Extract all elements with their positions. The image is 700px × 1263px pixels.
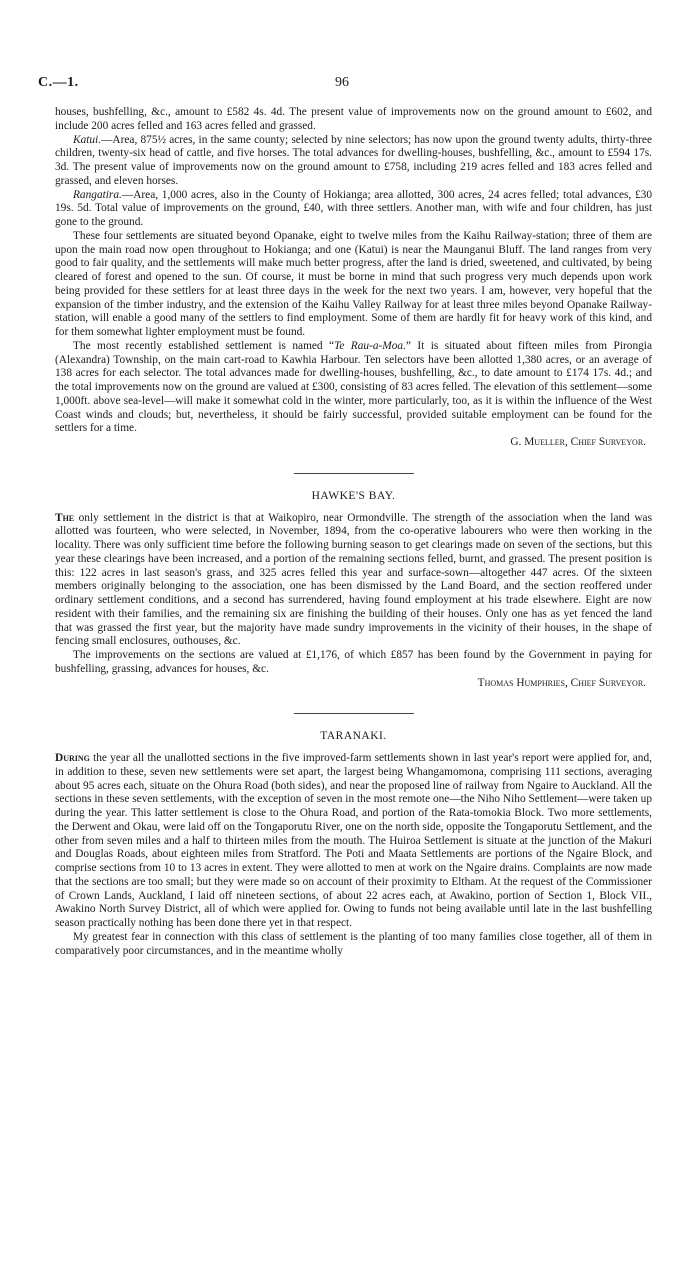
paragraph-text: ” It is situated about fifteen miles from Pirongia (Alexandra) Township, on the main cart-road to Kawhia Harbour. Ten selectors have been allotted 1,380 acres, or an average of 138 acres for each selector. The total advances made for dwelling-houses, bushfelling, &c., to date amount to £174 17s. 4d.; and the total improvements now on the ground are valued at £300, consisting of 83 acres felled. The elevation of this settlement—some 1,000ft. above sea-level—will make it somewhat cold in the winter, more particularly, too, as it is within the influence of the West Coast winds and clouds; but, nevertheless, it should be fairly successful, provided suitable employment can be found for the settlers for a time.: [55, 339, 652, 435]
lead-word: The: [55, 511, 75, 524]
section-divider: [294, 713, 414, 714]
paragraph-rangatira: [55, 189, 652, 230]
signature: G. Mueller, Chief Surveyor.: [510, 436, 646, 448]
section-heading: HAWKE'S BAY.: [311, 489, 396, 502]
paragraph: My greatest fear in connection with this class of settlement is the planting of too many families close together, all of them in comparatively poor circumstances, and in the meantime wholly: [55, 930, 652, 957]
paragraph-katui: [55, 134, 652, 189]
paragraph: These four settlements are situated beyond Opanake, eight to twelve miles from the Kaihu Railway-station; three of them are upon the main road now open throughout to Hokianga; and one (Katui) is near the Maunganui Bluff. The land ranges from very good to fair quality, and the settlements will make much better progress, after the land is dried, sweetened, and cultivated, by being cleared of forest and opened to the sun. Of course, it must be borne in mind that such progress very much depends upon work being provided for these settlers for at least three days in the week for the next two years. I am, however, very hopeful that the expansion of the timber industry, and the extension of the Kaihu Valley Railway for at least three miles beyond Opanake Railway-station, will enable a good many of the settlers to find employment. Some of them are hardly fit for heavy work of this kind, and for them somewhat lighter employment must be found.: [55, 229, 652, 338]
page-number: 96: [335, 75, 349, 90]
paragraph: [55, 752, 652, 931]
section-heading: TARANAKI.: [320, 730, 387, 743]
paragraph-text: The most recently established settlement is named “: [73, 339, 335, 352]
continued-section: [55, 106, 652, 450]
paragraph-text: —Area, 875½ acres, in the same county; selected by nine selectors; has now upon the ground twenty adults, thirty-three children, twenty-six head of cattle, and five horses. The total advances for dwelling-houses, bushfelling, &c., amount to £594 17s. 3d. The present value of improvements now on the ground amount to £758, including 219 acres felled and 183 acres felled and grassed, and eleven horses.: [55, 133, 652, 187]
paragraph-te-rau-a-moa: [55, 340, 652, 436]
paragraph: houses, bushfelling, &c., amount to £582 4s. 4d. The present value of improvements now on the ground amount to £602, and include 200 acres felled and 163 acres felled and grassed.: [55, 106, 652, 132]
taranaki-section: [55, 730, 652, 958]
paragraph-text: only settlement in the district is that at Waikopiro, near Ormondville. The strength of the association when the land was allotted was fourteen, who were selected, in November, 1894, from the co-operative labourers who were then working in the locality. There was only sufficient time before the following burning season to get clearings made on seven of the sections, but this year these clearings have been increased, and a portion of the remaining sections felled, burnt, and grassed. The present position is this: 122 acres in last season's grass, and 325 acres felled this year and surface-sown—altogether 447 acres. Of the sixteen members originally belonging to the association, one has been dismissed by the Land Board, and the section reoffered under ordinary settlement conditions, and a second has surrendered, having found employment at his trade elsewhere. Eight are now resident with their families, and the remaining six are finishing the building of their houses. Only one has as yet fenced the land that was grassed the first year, but the majority have made sundry improvements in the vicinity of their houses, in the shape of fencing small enclosures, outhouses, &c.: [55, 511, 652, 648]
paragraph: The improvements on the sections are valued at £1,176, of which £857 has been found by the Government in paying for bushfelling, grassing, advances for houses, &c.: [55, 649, 652, 675]
report-code: C.—1.: [38, 75, 79, 90]
settlement-name: Katui.: [73, 133, 102, 146]
hawkes-bay-section: [55, 490, 652, 691]
signature: Thomas Humphries, Chief Surveyor.: [477, 676, 646, 689]
settlement-name: Rangatira.: [73, 188, 122, 201]
paragraph-text: —Area, 1,000 acres, also in the County of Hokianga; area allotted, 300 acres, 24 acres felled; total advances, £30 19s. 5d. Total value of improvements on the ground, £40, with three settlers. Another man, with wife and four children, has just gone to the ground.: [55, 188, 652, 228]
settlement-name: Te Rau-a-Moa.: [334, 339, 406, 352]
paragraph-text: the year all the unallotted sections in the five improved-farm settlements shown in last year's report were applied for, and, in addition to these, seven new settlements were set apart, the largest being Whangamomona, comprising 111 sections, averaging about 95 acres each, situate on the Ohura Road (both sides), and near the proposed line of railway from Ngaire to Auckland. All the sections in these seven settlements, with the exception of seven in the most remote one—the Niho Niho Settlement—were taken up during the year. This latter settlement is close to the Ohura Road, and portion of the Rata-tomokia Block. Two more settlements, the Derwent and Okau, were laid off on the Tongaporutu River, one on the north side, opposite the Tongaporutu Settlement, and the other from seven miles and a half to thirteen miles from the mouth. The Huiroa Settlement is situate at the junction of the Makuri and Douglas Roads, about eighteen miles from Stratford. The Poti and Maata Settlements are portions of the Ngaire Block, and comprise sections from 10 to 13 acres in extent. They were allotted to men at work on the Ngaire drains. Complaints are now made that the sections are too small; but they were made so on account of their proximity to Eltham. At the request of the Commissioner of Crown Lands, Auckland, I laid off nineteen sections, of about 22 acres each, at Awakino, portion of Section 1, Block VII., Awakino North Survey District, all of which were applied for. Owing to funds not being available until late in the last bushfelling season practically nothing has been done there yet in that respect.: [55, 752, 652, 929]
lead-word: During: [55, 752, 90, 764]
paragraph: [55, 512, 652, 650]
section-divider: [294, 473, 414, 474]
